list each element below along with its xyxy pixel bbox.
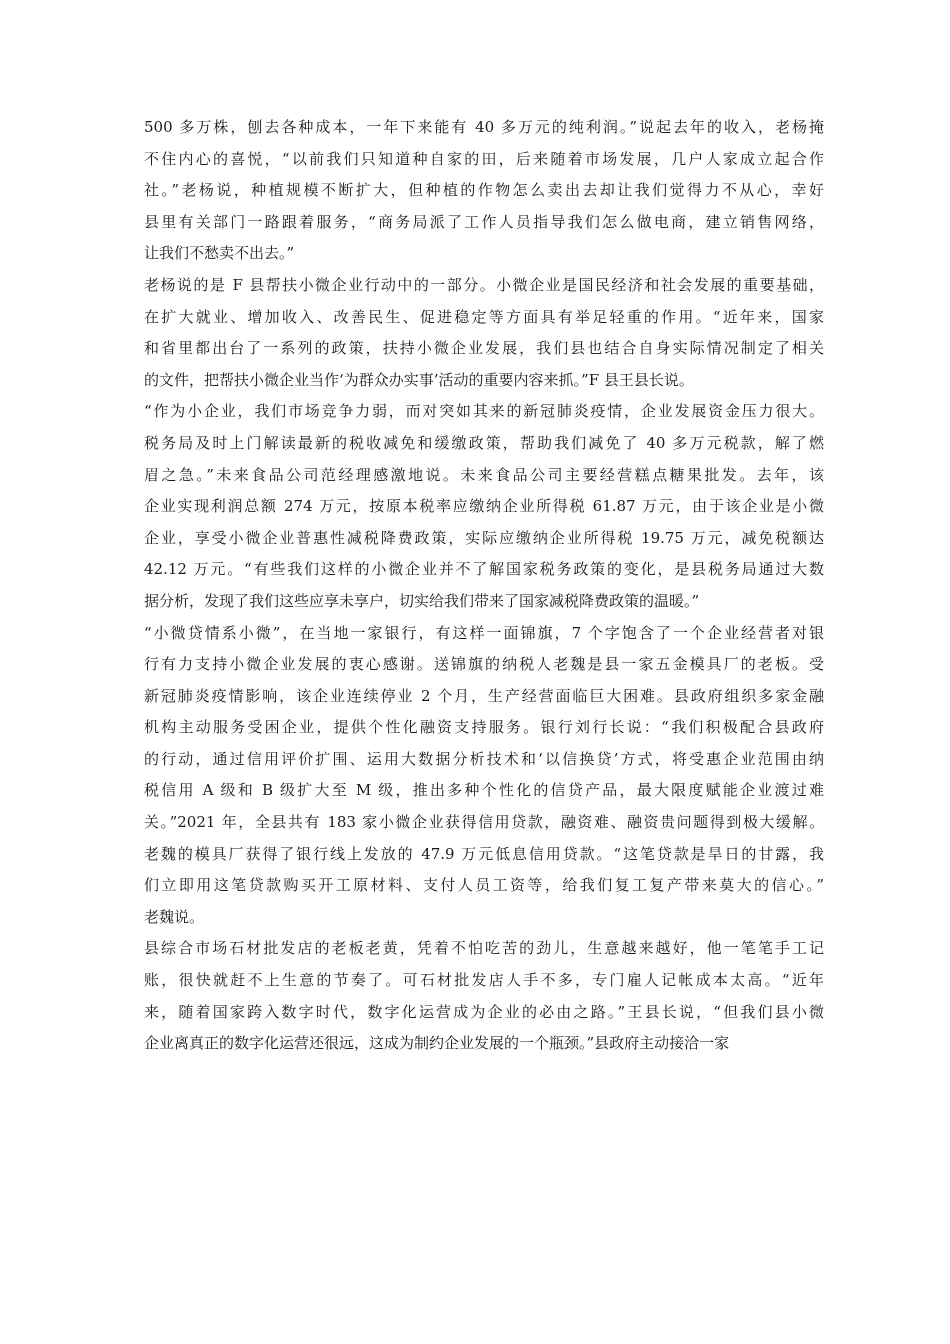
text-line: 在扩大就业、增加收入、改善民生、促进稳定等方面具有举足轻重的作用。“近年来，国家: [144, 307, 824, 326]
text-line: 社。”老杨说，种植规模不断扩大，但种植的作物怎么卖出去却让我们觉得力不从心，幸好: [144, 181, 824, 200]
text-line: 企业离真正的数字化运营还很远，这成为制约企业发展的一个瓶颈。”县政府主动接洽一家: [144, 1034, 730, 1053]
text-line: 们立即用这笔贷款购买开工原材料、支付人员工资等，给我们复工复产带来莫大的信心。”: [144, 876, 824, 895]
text-line: 让我们不愁卖不出去。”: [144, 244, 295, 263]
text-line: 42.12 万元。“有些我们这样的小微企业并不了解国家税务政策的变化，是县税务局通过大数: [144, 560, 824, 579]
paragraph-1: [144, 112, 824, 270]
text-line: “作为小企业，我们市场竞争力弱，而对突如其来的新冠肺炎疫情，企业发展资金压力很大。: [144, 402, 824, 421]
document-body: [144, 112, 824, 1060]
text-line: 老魏的模具厂获得了银行线上发放的 47.9 万元低息信用贷款。“这笔贷款是旱日的甘露，我: [144, 844, 824, 863]
text-line: 据分析，发现了我们这些应享未享户，切实给我们带来了国家减税降费政策的温暖。”: [144, 591, 700, 610]
text-line: 来，随着国家跨入数字时代，数字化运营成为企业的必由之路。”王县长说，“但我们县小微: [144, 1002, 824, 1021]
text-line: 账，很快就赶不上生意的节奏了。可石材批发店人手不多，专门雇人记帐成本太高。“近年: [144, 971, 824, 990]
paragraph-3: [144, 396, 824, 617]
text-line: 县综合市场石材批发店的老板老黄，凭着不怕吃苦的劲儿，生意越来越好，他一笔笔手工记: [144, 939, 824, 958]
text-line: 税信用 A 级和 B 级扩大至 M 级，推出多种个性化的信贷产品，最大限度赋能企业渡过难: [144, 781, 824, 800]
text-line: 机构主动服务受困企业，提供个性化融资支持服务。银行刘行长说：“我们积极配合县政府: [144, 718, 824, 737]
text-line: 关。”2021 年，全县共有 183 家小微企业获得信用贷款，融资难、融资贵问题得到极大缓解。: [144, 813, 824, 832]
text-line: 的行动，通过信用评价扩围、运用大数据分析技术和‘以信换贷’方式，将受惠企业范围由纳: [144, 749, 824, 768]
paragraph-5: [144, 933, 824, 1059]
text-line: 眉之急。”未来食品公司范经理感激地说。未来食品公司主要经营糕点糖果批发。去年，该: [144, 465, 824, 484]
text-line: 行有力支持小微企业发展的衷心感谢。送锦旗的纳税人老魏是县一家五金模具厂的老板。受: [144, 655, 824, 674]
text-line: 企业实现利润总额 274 万元，按原本税率应缴纳企业所得税 61.87 万元，由于该企业是小微: [144, 497, 824, 516]
text-line: 新冠肺炎疫情影响，该企业连续停业 2 个月，生产经营面临巨大困难。县政府组织多家金融: [144, 686, 824, 705]
paragraph-2: [144, 270, 824, 396]
text-line: 县里有关部门一路跟着服务，“商务局派了工作人员指导我们怎么做电商，建立销售网络，: [144, 212, 824, 231]
text-line: 不住内心的喜悦，“以前我们只知道种自家的田，后来随着市场发展，几户人家成立起合作: [144, 149, 824, 168]
text-line: 企业，享受小微企业普惠性减税降费政策，实际应缴纳企业所得税 19.75 万元，减免税额达: [144, 528, 824, 547]
text-line: 老杨说的是 F 县帮扶小微企业行动中的一部分。小微企业是国民经济和社会发展的重要基础，: [144, 275, 824, 294]
text-line: 税务局及时上门解读最新的税收减免和缓缴政策，帮助我们减免了 40 多万元税款，解了燃: [144, 433, 824, 452]
text-line: 老魏说。: [144, 907, 205, 926]
text-line: 的文件，把帮扶小微企业当作‘为群众办实事’活动的重要内容来抓。”F 县王县长说。: [144, 370, 694, 389]
text-line: 500 多万株，刨去各种成本，一年下来能有 40 多万元的纯利润。”说起去年的收入，老杨掩: [144, 118, 824, 136]
paragraph-4: [144, 618, 824, 934]
text-line: 和省里都出台了一系列的政策，扶持小微企业发展，我们县也结合自身实际情况制定了相关: [144, 339, 824, 358]
text-line: “小微贷情系小微”，在当地一家银行，有这样一面锦旗，7 个字饱含了一个企业经营者对银: [144, 623, 824, 642]
